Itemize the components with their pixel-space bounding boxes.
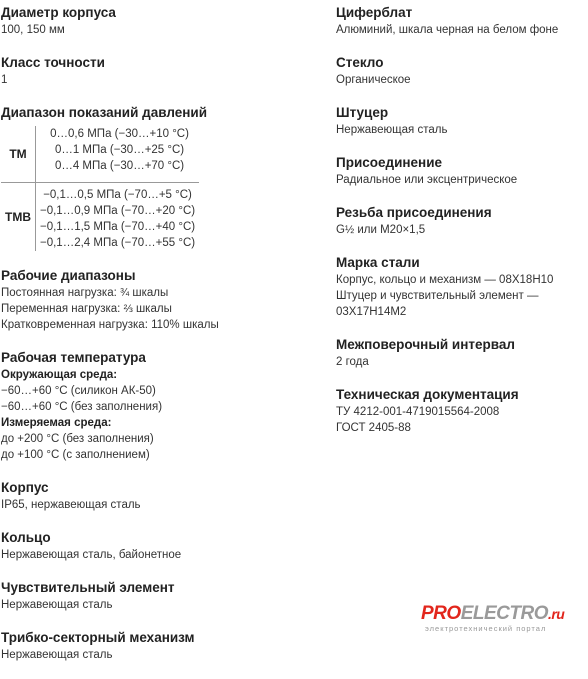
variable-suffix: шкалы bbox=[132, 303, 172, 315]
range-title: Диапазон показаний давлений bbox=[1, 105, 208, 120]
logo-wordmark bbox=[421, 604, 581, 624]
interval-title: Межповерочный интервал bbox=[336, 337, 515, 352]
diameter-text: 100, 150 мм bbox=[1, 24, 65, 36]
fitting-title: Штуцер bbox=[336, 105, 389, 120]
thread-g: G bbox=[336, 224, 345, 236]
docs-line: ТУ 4212-001-4719015564-2008 bbox=[336, 406, 500, 418]
range-value: −0,1…1,5 МПа (−70…+40 °С) bbox=[40, 221, 196, 233]
glass-title: Стекло bbox=[336, 55, 384, 70]
ring-title: Кольцо bbox=[1, 530, 51, 545]
accuracy-title: Класс точности bbox=[1, 55, 105, 70]
steel-line: 03Х17Н14М2 bbox=[336, 306, 407, 318]
temperature-section bbox=[1, 349, 326, 463]
temperature-title: Рабочая температура bbox=[1, 350, 146, 365]
medium-line: до +100 °С (с заполнением) bbox=[1, 449, 150, 461]
interval-section bbox=[336, 336, 586, 370]
steel-section bbox=[336, 254, 586, 320]
right-column bbox=[336, 4, 586, 452]
case-section bbox=[1, 479, 326, 513]
connection-title: Присоединение bbox=[336, 155, 443, 170]
working-range-short: Кратковременная нагрузка: 110% шкалы bbox=[1, 319, 219, 331]
constant-prefix: Постоянная нагрузка: bbox=[1, 287, 120, 299]
range-section bbox=[1, 104, 326, 251]
variable-prefix: Переменная нагрузка: bbox=[1, 303, 124, 315]
thread-fraction: ½ bbox=[344, 224, 355, 236]
range-tm-label: ТМ bbox=[9, 147, 27, 161]
working-ranges-title: Рабочие диапазоны bbox=[1, 268, 136, 283]
docs-section bbox=[336, 386, 586, 436]
range-tmv-label: ТМВ bbox=[1, 183, 36, 252]
logo-tagline: электротехнический портал bbox=[425, 624, 547, 633]
steel-line: Корпус, кольцо и механизм — 08Х18Н10 bbox=[336, 274, 554, 286]
docs-line: ГОСТ 2405-88 bbox=[336, 422, 411, 434]
range-value: −0,1…0,5 МПа (−70…+5 °С) bbox=[43, 189, 192, 201]
range-value: −0,1…0,9 МПа (−70…+20 °С) bbox=[40, 205, 196, 217]
accuracy-text: 1 bbox=[1, 74, 8, 86]
range-tm-values bbox=[36, 126, 200, 183]
dial-text: Алюминий, шкала черная на белом фоне bbox=[336, 24, 559, 36]
range-value: 0…4 МПа (−30…+70 °С) bbox=[54, 160, 185, 172]
ambient-line: −60…+60 °С (без заполнения) bbox=[1, 401, 163, 413]
accuracy-section bbox=[1, 54, 326, 88]
mechanism-section bbox=[1, 629, 326, 663]
range-tmv-values bbox=[36, 183, 200, 252]
working-range-variable bbox=[1, 301, 326, 317]
diameter-title: Диаметр корпуса bbox=[1, 5, 116, 20]
steel-line: Штуцер и чувствительный элемент — bbox=[336, 290, 539, 302]
case-text: IP65, нержавеющая сталь bbox=[1, 499, 141, 511]
left-column bbox=[1, 4, 326, 679]
ring-text: Нержавеющая сталь, байонетное bbox=[1, 549, 182, 561]
dial-section bbox=[336, 4, 586, 38]
ambient-line: −60…+60 °С (силикон АК-50) bbox=[1, 385, 156, 397]
logo-electro: ELECTRO bbox=[460, 603, 548, 624]
dial-title: Циферблат bbox=[336, 5, 413, 20]
mechanism-text: Нержавеющая сталь bbox=[1, 649, 113, 661]
docs-title: Техническая документация bbox=[336, 387, 519, 402]
working-range-constant bbox=[1, 285, 326, 301]
thread-text bbox=[336, 222, 586, 238]
constant-suffix: шкалы bbox=[129, 287, 169, 299]
sensor-text: Нержавеющая сталь bbox=[1, 599, 113, 611]
glass-text: Органическое bbox=[336, 74, 411, 86]
range-table bbox=[1, 126, 199, 251]
proelectro-logo[interactable] bbox=[421, 604, 581, 634]
connection-text: Радиальное или эксцентрическое bbox=[336, 174, 518, 186]
connection-section bbox=[336, 154, 586, 188]
range-value: 0…1 МПа (−30…+25 °С) bbox=[54, 144, 185, 156]
logo-pro: PRO bbox=[421, 603, 461, 624]
glass-section bbox=[336, 54, 586, 88]
fitting-text: Нержавеющая сталь bbox=[336, 124, 448, 136]
range-value: −0,1…2,4 МПа (−70…+55 °С) bbox=[40, 237, 196, 249]
range-value: 0…0,6 МПа (−30…+10 °С) bbox=[50, 128, 189, 140]
logo-ru: .ru bbox=[547, 606, 565, 622]
thread-section bbox=[336, 204, 586, 238]
working-ranges-section bbox=[1, 267, 326, 333]
thread-rest: или М20×1,5 bbox=[354, 224, 426, 236]
sensor-section bbox=[1, 579, 326, 613]
sensor-title: Чувствительный элемент bbox=[1, 580, 175, 595]
steel-title: Марка стали bbox=[336, 255, 420, 270]
variable-fraction: ⅔ bbox=[123, 303, 133, 315]
ring-section bbox=[1, 529, 326, 563]
fitting-section bbox=[336, 104, 586, 138]
constant-fraction: ¾ bbox=[120, 287, 130, 299]
medium-title: Измеряемая среда: bbox=[1, 417, 112, 429]
ambient-title: Окружающая среда: bbox=[1, 369, 118, 381]
thread-title: Резьба присоединения bbox=[336, 205, 492, 220]
medium-line: до +200 °С (без заполнения) bbox=[1, 433, 154, 445]
mechanism-title: Трибко-секторный механизм bbox=[1, 630, 195, 645]
diameter-section bbox=[1, 4, 326, 38]
interval-text: 2 года bbox=[336, 356, 369, 368]
case-title: Корпус bbox=[1, 480, 49, 495]
